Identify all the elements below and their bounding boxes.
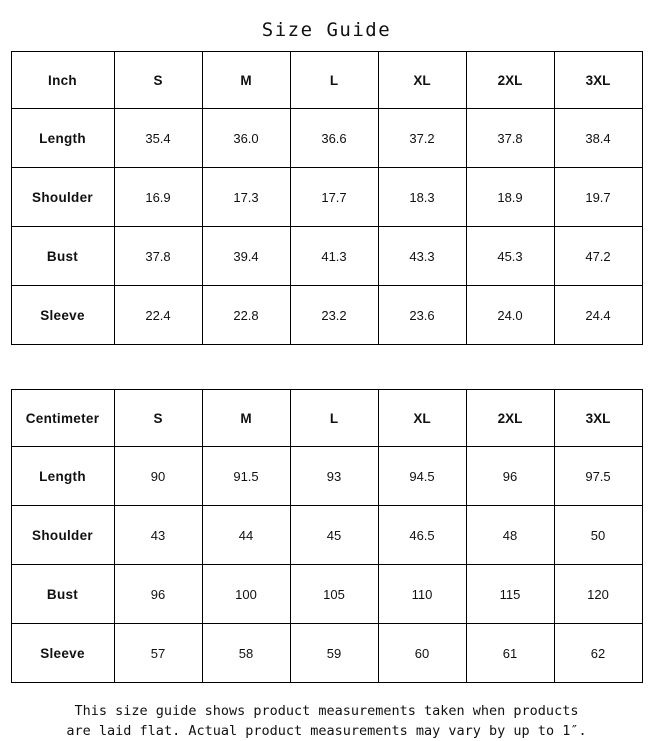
cell-length-2xl: 37.8	[466, 109, 554, 168]
row-label-shoulder: Shoulder	[11, 168, 114, 227]
table-header-row	[11, 390, 642, 447]
cell-length-2xl: 96	[466, 447, 554, 506]
cell-sleeve-xl: 60	[378, 624, 466, 683]
cell-bust-s: 37.8	[114, 227, 202, 286]
column-header-3xl: 3XL	[554, 52, 642, 109]
column-header-s: S	[114, 390, 202, 447]
table-gap	[0, 345, 653, 389]
row-label-bust: Bust	[11, 227, 114, 286]
column-header-2xl: 2XL	[466, 52, 554, 109]
page-title: Size Guide	[261, 19, 392, 41]
cell-bust-2xl: 45.3	[466, 227, 554, 286]
cell-bust-m: 39.4	[202, 227, 290, 286]
column-header-m: M	[202, 390, 290, 447]
table-row	[11, 447, 642, 506]
cell-sleeve-l: 23.2	[290, 286, 378, 345]
cell-shoulder-3xl: 50	[554, 506, 642, 565]
table-row	[11, 506, 642, 565]
cell-shoulder-m: 44	[202, 506, 290, 565]
table-row	[11, 624, 642, 683]
column-header-2xl: 2XL	[466, 390, 554, 447]
cell-sleeve-m: 22.8	[202, 286, 290, 345]
column-header-m: M	[202, 52, 290, 109]
cell-bust-m: 100	[202, 565, 290, 624]
row-label-sleeve: Sleeve	[11, 286, 114, 345]
footnote-line-2: are laid flat. Actual product measurements may vary by up to 1″.	[66, 723, 587, 739]
row-label-bust: Bust	[11, 565, 114, 624]
cell-bust-2xl: 115	[466, 565, 554, 624]
cell-sleeve-l: 59	[290, 624, 378, 683]
footnote	[27, 683, 627, 741]
row-label-shoulder: Shoulder	[11, 506, 114, 565]
table-header-row	[11, 52, 642, 109]
cell-bust-l: 41.3	[290, 227, 378, 286]
cell-sleeve-2xl: 61	[466, 624, 554, 683]
cell-shoulder-s: 43	[114, 506, 202, 565]
cell-shoulder-s: 16.9	[114, 168, 202, 227]
cell-bust-xl: 110	[378, 565, 466, 624]
cell-shoulder-m: 17.3	[202, 168, 290, 227]
cell-shoulder-xl: 18.3	[378, 168, 466, 227]
cell-sleeve-s: 57	[114, 624, 202, 683]
column-header-3xl: 3XL	[554, 390, 642, 447]
column-header-l: L	[290, 52, 378, 109]
cell-bust-l: 105	[290, 565, 378, 624]
inch-size-table	[11, 51, 643, 345]
cell-sleeve-xl: 23.6	[378, 286, 466, 345]
unit-label: Inch	[11, 52, 114, 109]
cell-shoulder-2xl: 48	[466, 506, 554, 565]
table-row	[11, 286, 642, 345]
row-label-length: Length	[11, 447, 114, 506]
cell-length-s: 35.4	[114, 109, 202, 168]
cell-bust-3xl: 47.2	[554, 227, 642, 286]
centimeter-size-table	[11, 389, 643, 683]
row-label-sleeve: Sleeve	[11, 624, 114, 683]
table-row	[11, 565, 642, 624]
cell-sleeve-2xl: 24.0	[466, 286, 554, 345]
cell-sleeve-3xl: 62	[554, 624, 642, 683]
cell-length-xl: 94.5	[378, 447, 466, 506]
cell-length-m: 36.0	[202, 109, 290, 168]
cell-length-s: 90	[114, 447, 202, 506]
cell-length-3xl: 38.4	[554, 109, 642, 168]
cell-bust-xl: 43.3	[378, 227, 466, 286]
cell-bust-3xl: 120	[554, 565, 642, 624]
row-label-length: Length	[11, 109, 114, 168]
cell-sleeve-m: 58	[202, 624, 290, 683]
column-header-l: L	[290, 390, 378, 447]
cell-shoulder-l: 45	[290, 506, 378, 565]
cell-shoulder-2xl: 18.9	[466, 168, 554, 227]
cell-length-3xl: 97.5	[554, 447, 642, 506]
cell-shoulder-xl: 46.5	[378, 506, 466, 565]
cell-length-m: 91.5	[202, 447, 290, 506]
cell-sleeve-3xl: 24.4	[554, 286, 642, 345]
cell-shoulder-l: 17.7	[290, 168, 378, 227]
cell-length-xl: 37.2	[378, 109, 466, 168]
cell-length-l: 93	[290, 447, 378, 506]
footnote-line-1: This size guide shows product measurements taken when products	[74, 703, 579, 719]
cell-sleeve-s: 22.4	[114, 286, 202, 345]
column-header-xl: XL	[378, 52, 466, 109]
cell-shoulder-3xl: 19.7	[554, 168, 642, 227]
table-row	[11, 168, 642, 227]
column-header-s: S	[114, 52, 202, 109]
cell-length-l: 36.6	[290, 109, 378, 168]
unit-label: Centimeter	[11, 390, 114, 447]
cell-bust-s: 96	[114, 565, 202, 624]
column-header-xl: XL	[378, 390, 466, 447]
table-row	[11, 227, 642, 286]
table-row	[11, 109, 642, 168]
